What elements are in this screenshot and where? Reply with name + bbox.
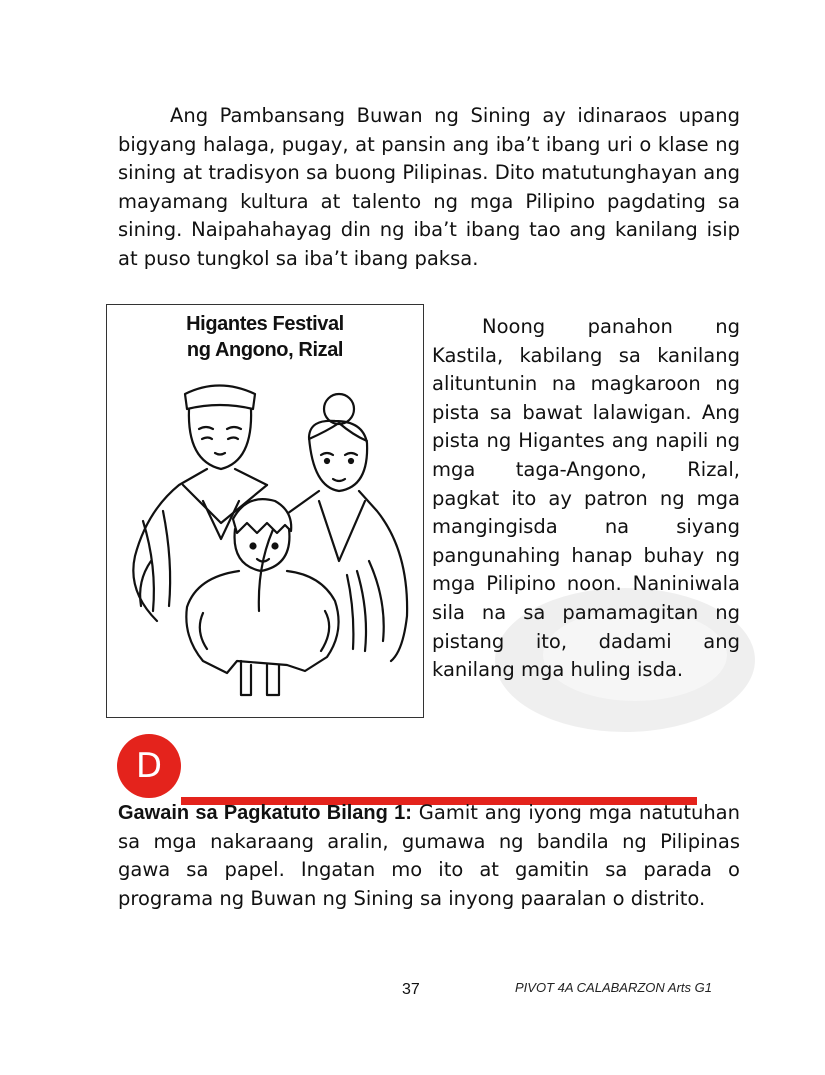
side-paragraph: Noong panahon ng Kastila, kabilang sa kanilang alituntunin na magkaroon ng pista sa bawat lalawigan. Ang pista ng Higantes ang napili ng mga taga-Angono, Rizal, pagkat ito ay patron ng mga mangingisda na siyang pangunahing hanap buhay ng mga Pilipino noon. Naniniwala sila na sa pamamagitan ng pistang ito, dadami ang kanilang mga huling isda. <box>432 315 740 682</box>
section-letter-badge: D <box>117 734 181 798</box>
activity-text: Gamit ang iyong mga natutuhan sa mga nakaraang aralin, gumawa ng bandila ng Pilipinas gawa sa papel. Ingatan mo ito at gamitin sa parada o programa ng Buwan ng Sining sa inyong paaralan o distrito. <box>118 801 740 910</box>
intro-paragraph: Ang Pambansang Buwan ng Sining ay idinaraos upang bigyang halaga, pugay, at pansin ang iba’t ibang uri o klase ng sining at tradisyon sa buong Pilipinas. Dito matutunghayan ang mayamang kultura at talento ng mga Pilipino pagdating sa sining. Naipahahayag din ng iba’t ibang tao ang kanilang isip at puso tungkol sa iba’t ibang paksa. <box>118 104 740 270</box>
figure-box <box>106 304 424 718</box>
footer-reference: PIVOT 4A CALABARZON Arts G1 <box>515 980 712 995</box>
activity-paragraph <box>118 799 740 913</box>
figure-title <box>107 311 423 363</box>
page-number: 37 <box>402 981 420 998</box>
figure-title-line-1: Higantes Festival <box>186 313 344 335</box>
activity-title: Gawain sa Pagkatuto Bilang 1: <box>118 802 412 824</box>
higantes-illustration-icon <box>107 361 422 716</box>
figure-title-line-2: ng Angono, Rizal <box>186 339 344 361</box>
